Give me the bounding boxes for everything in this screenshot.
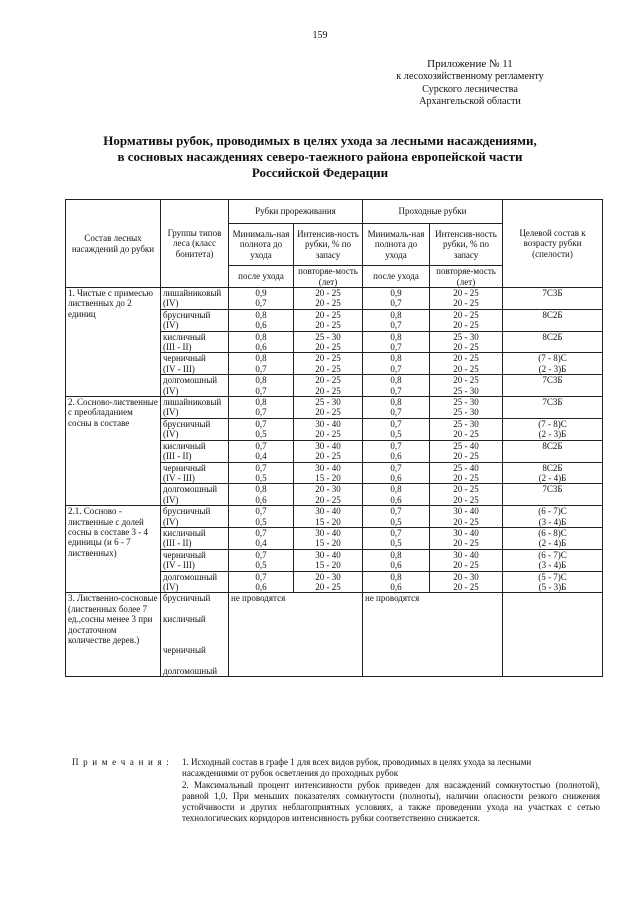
passing-intensity: 30 - 40 <box>430 549 503 560</box>
thinning-intensity: 20 - 25 <box>294 298 363 309</box>
thinning-intensity: 20 - 25 <box>294 386 363 397</box>
table-row <box>66 288 603 299</box>
passing-min-density: 0,6 <box>363 451 430 462</box>
passing-intensity: 20 - 25 <box>430 309 503 320</box>
forest-group: (IV) <box>161 407 229 418</box>
target-composition <box>503 451 603 462</box>
thinning-min-density: 0,6 <box>229 342 294 353</box>
thinning-intensity: 15 - 20 <box>294 560 363 571</box>
thinning-min-density: 0,7 <box>229 549 294 560</box>
forest-group: брусничный <box>161 506 229 517</box>
header-intensity: Интенсив-ность рубки, % по запасу <box>430 224 503 266</box>
header-after-care: после ухода <box>363 266 430 288</box>
thinning-min-density: 0,6 <box>229 495 294 506</box>
appendix-line: Сурского лесничества <box>422 83 518 95</box>
thinning-min-density: 0,5 <box>229 560 294 571</box>
passing-intensity: 20 - 25 <box>430 560 503 571</box>
header-intensity: Интенсив-ность рубки, % по запасу <box>294 224 363 266</box>
target-composition <box>503 386 603 397</box>
forest-group: брусничный <box>161 593 229 614</box>
thinning-intensity: 20 - 25 <box>294 582 363 593</box>
forest-group: (IV) <box>161 582 229 593</box>
passing-intensity: 20 - 25 <box>430 451 503 462</box>
forest-group: долгомошный <box>161 656 229 677</box>
thinning-min-density: 0,7 <box>229 440 294 451</box>
section-composition: 2. Сосново-лиственные с преобладанием сосны в составе <box>66 397 161 506</box>
target-composition: (6 - 7)С <box>503 549 603 560</box>
thinning-intensity: 30 - 40 <box>294 462 363 473</box>
passing-min-density: 0,7 <box>363 418 430 429</box>
appendix-line: Архангельской области <box>419 95 521 107</box>
passing-min-density: 0,8 <box>363 375 430 386</box>
table-row <box>66 397 603 408</box>
target-composition: (6 - 8)С <box>503 527 603 538</box>
thinning-min-density: 0,8 <box>229 353 294 364</box>
forest-group: черничный <box>161 549 229 560</box>
passing-intensity: 20 - 25 <box>430 484 503 495</box>
passing-min-density: 0,6 <box>363 473 430 484</box>
document-title <box>60 133 580 181</box>
thinning-min-density: 0,8 <box>229 484 294 495</box>
thinning-min-density: 0,8 <box>229 309 294 320</box>
passing-min-density: 0,7 <box>363 527 430 538</box>
title-line: в сосновых насаждениях северо-таежного района европейской части <box>117 149 523 164</box>
forest-group: (IV) <box>161 386 229 397</box>
target-composition: 8С2Б <box>503 309 603 320</box>
thinning-intensity: 30 - 40 <box>294 440 363 451</box>
target-composition <box>503 298 603 309</box>
passing-min-density: 0,8 <box>363 353 430 364</box>
forest-group: черничный <box>161 462 229 473</box>
thinning-min-density: 0,5 <box>229 517 294 528</box>
thinning-intensity: 20 - 25 <box>294 375 363 386</box>
forest-group: черничный <box>161 635 229 656</box>
appendix-number: Приложение № 11 <box>427 58 513 70</box>
passing-intensity: 20 - 25 <box>430 364 503 375</box>
passing-min-density: 0,7 <box>363 462 430 473</box>
target-composition: (2 - 3)Б <box>503 364 603 375</box>
forest-group: брусничный <box>161 309 229 320</box>
target-composition: 8С2Б <box>503 440 603 451</box>
target-composition: (2 - 4)Б <box>503 473 603 484</box>
target-composition-empty <box>503 593 603 677</box>
target-composition: (6 - 7)С <box>503 506 603 517</box>
passing-min-density: 0,5 <box>363 429 430 440</box>
table-row <box>66 506 603 517</box>
target-composition <box>503 320 603 331</box>
forest-group: черничный <box>161 353 229 364</box>
header-target: Целевой состав к возрасту рубки (спелости) <box>503 200 603 288</box>
header-groups: Группы типов леса (класс бонитета) <box>161 200 229 288</box>
passing-min-density: 0,6 <box>363 495 430 506</box>
passing-min-density: 0,8 <box>363 309 430 320</box>
passing-intensity: 30 - 40 <box>430 506 503 517</box>
section-composition: 2.1. Сосново - лиственные с долей сосны в составе 3 - 4 единицы (и 6 - 7 лиственных) <box>66 506 161 593</box>
passing-min-density: 0,9 <box>363 288 430 299</box>
thinning-intensity: 15 - 20 <box>294 517 363 528</box>
target-composition <box>503 495 603 506</box>
thinning-min-density: 0,8 <box>229 331 294 342</box>
forest-group: кисличный <box>161 527 229 538</box>
passing-intensity: 20 - 25 <box>430 495 503 506</box>
target-composition: (3 - 4)Б <box>503 560 603 571</box>
target-composition: 7С3Б <box>503 288 603 299</box>
thinning-min-density: 0,7 <box>229 298 294 309</box>
forest-group: долгомошный <box>161 375 229 386</box>
forest-group: (IV) <box>161 298 229 309</box>
forest-group: кисличный <box>161 440 229 451</box>
thinning-min-density: 0,4 <box>229 451 294 462</box>
thinning-min-density: 0,7 <box>229 364 294 375</box>
forest-group: (III - II) <box>161 342 229 353</box>
title-line: Российской Федерации <box>251 165 389 180</box>
forest-group: лишайниковый <box>161 397 229 408</box>
thinning-intensity: 20 - 25 <box>294 320 363 331</box>
thinning-intensity: 20 - 30 <box>294 484 363 495</box>
target-composition: (7 - 8)С <box>503 353 603 364</box>
thinning-intensity: 20 - 25 <box>294 353 363 364</box>
passing-intensity: 20 - 25 <box>430 298 503 309</box>
forest-group: долгомошный <box>161 484 229 495</box>
note-1: 1. Исходный состав в графе 1 для всех видов рубок, проводимых в целях ухода за лесными <box>182 757 532 767</box>
forest-group: долгомошный <box>161 571 229 582</box>
target-composition <box>503 407 603 418</box>
forest-group: брусничный <box>161 418 229 429</box>
section-composition: 1. Чистые с примесью лиственных до 2 единиц <box>66 288 161 397</box>
title-line: Нормативы рубок, проводимых в целях ухода за лесными насаждениями, <box>103 133 537 148</box>
thinning-intensity: 20 - 25 <box>294 429 363 440</box>
passing-intensity: 20 - 25 <box>430 582 503 593</box>
passing-min-density: 0,8 <box>363 331 430 342</box>
target-composition: (7 - 8)С <box>503 418 603 429</box>
table-row <box>66 593 603 614</box>
thinning-min-density: 0,6 <box>229 582 294 593</box>
target-composition: (5 - 3)Б <box>503 582 603 593</box>
passing-intensity: 20 - 25 <box>430 342 503 353</box>
passing-intensity: 20 - 25 <box>430 538 503 549</box>
header-min-density: Минималь-ная полнота до ухода <box>229 224 294 266</box>
appendix-line: к лесохозяйственному регламенту <box>396 71 544 83</box>
passing-intensity: 30 - 40 <box>430 527 503 538</box>
passing-not-conducted: не проводятся <box>363 593 503 677</box>
thinning-intensity: 20 - 25 <box>294 288 363 299</box>
header-passing: Проходные рубки <box>363 200 503 224</box>
notes <box>72 757 600 825</box>
thinning-intensity: 20 - 25 <box>294 309 363 320</box>
notes-lead: П р и м е ч а н и я : <box>72 757 170 767</box>
note-1-continued: насаждениями от рубок осветления до проходных рубок <box>182 768 399 779</box>
thinning-intensity: 20 - 25 <box>294 342 363 353</box>
appendix-header <box>340 58 600 108</box>
thinning-intensity: 20 - 25 <box>294 364 363 375</box>
passing-min-density: 0,5 <box>363 538 430 549</box>
header-thinning: Рубки прореживания <box>229 200 363 224</box>
header-repeat: повторяе-мость (лет) <box>430 266 503 288</box>
passing-intensity: 25 - 30 <box>430 397 503 408</box>
passing-intensity: 20 - 25 <box>430 429 503 440</box>
thinning-intensity: 30 - 40 <box>294 527 363 538</box>
passing-min-density: 0,8 <box>363 484 430 495</box>
thinning-intensity: 25 - 30 <box>294 397 363 408</box>
thinning-intensity: 30 - 40 <box>294 506 363 517</box>
passing-intensity: 25 - 30 <box>430 407 503 418</box>
target-composition: 7С3Б <box>503 484 603 495</box>
thinning-min-density: 0,7 <box>229 418 294 429</box>
passing-intensity: 25 - 30 <box>430 418 503 429</box>
passing-min-density: 0,5 <box>363 517 430 528</box>
thinning-min-density: 0,5 <box>229 473 294 484</box>
thinning-min-density: 0,9 <box>229 288 294 299</box>
passing-min-density: 0,7 <box>363 407 430 418</box>
thinning-intensity: 20 - 30 <box>294 571 363 582</box>
passing-min-density: 0,8 <box>363 397 430 408</box>
thinning-min-density: 0,7 <box>229 407 294 418</box>
thinning-min-density: 0,7 <box>229 386 294 397</box>
thinning-min-density: 0,8 <box>229 397 294 408</box>
target-composition: 8С2Б <box>503 331 603 342</box>
forest-group: (IV - III) <box>161 364 229 375</box>
passing-min-density: 0,7 <box>363 364 430 375</box>
forest-group: (IV - III) <box>161 560 229 571</box>
forest-group: (IV) <box>161 429 229 440</box>
passing-intensity: 20 - 30 <box>430 571 503 582</box>
thinning-intensity: 30 - 40 <box>294 549 363 560</box>
section-composition: 3. Лиственно-сосновые (лиственных более 7 ед.,сосны менее 3 при достаточном количестве дерев.) <box>66 593 161 677</box>
thinning-intensity: 30 - 40 <box>294 418 363 429</box>
forest-group: (III - II) <box>161 451 229 462</box>
forest-group: (IV) <box>161 320 229 331</box>
forest-group: кисличный <box>161 614 229 635</box>
header-min-density: Минималь-ная полнота до ухода <box>363 224 430 266</box>
thinning-min-density: 0,6 <box>229 320 294 331</box>
thinning-min-density: 0,7 <box>229 571 294 582</box>
thinning-min-density: 0,7 <box>229 527 294 538</box>
header-composition: Состав лесных насаждений до рубки <box>66 200 161 288</box>
passing-min-density: 0,7 <box>363 298 430 309</box>
header-repeat: повторяе-мость (лет) <box>294 266 363 288</box>
target-composition: (2 - 4)Б <box>503 538 603 549</box>
thinning-min-density: 0,7 <box>229 462 294 473</box>
target-composition <box>503 342 603 353</box>
passing-intensity: 25 - 40 <box>430 440 503 451</box>
passing-intensity: 25 - 30 <box>430 386 503 397</box>
passing-min-density: 0,6 <box>363 582 430 593</box>
target-composition: (5 - 7)С <box>503 571 603 582</box>
thinning-intensity: 15 - 20 <box>294 538 363 549</box>
target-composition: (2 - 3)Б <box>503 429 603 440</box>
forest-group: (IV - III) <box>161 473 229 484</box>
passing-intensity: 20 - 25 <box>430 288 503 299</box>
thinning-intensity: 20 - 25 <box>294 407 363 418</box>
passing-min-density: 0,7 <box>363 342 430 353</box>
page-number: 159 <box>312 30 328 41</box>
passing-min-density: 0,6 <box>363 560 430 571</box>
passing-intensity: 20 - 25 <box>430 375 503 386</box>
passing-intensity: 25 - 30 <box>430 331 503 342</box>
passing-intensity: 20 - 25 <box>430 320 503 331</box>
passing-min-density: 0,7 <box>363 320 430 331</box>
norms-table <box>65 199 603 677</box>
thinning-min-density: 0,5 <box>229 429 294 440</box>
target-composition: (3 - 4)Б <box>503 517 603 528</box>
passing-min-density: 0,8 <box>363 571 430 582</box>
thinning-intensity: 15 - 20 <box>294 473 363 484</box>
forest-group: кисличный <box>161 331 229 342</box>
passing-min-density: 0,7 <box>363 506 430 517</box>
passing-min-density: 0,7 <box>363 440 430 451</box>
passing-min-density: 0,8 <box>363 549 430 560</box>
passing-min-density: 0,7 <box>363 386 430 397</box>
thinning-min-density: 0,8 <box>229 375 294 386</box>
forest-group: (IV) <box>161 495 229 506</box>
passing-intensity: 25 - 40 <box>430 462 503 473</box>
thinning-intensity: 25 - 30 <box>294 331 363 342</box>
forest-group: лишайниковый <box>161 288 229 299</box>
thinning-intensity: 20 - 25 <box>294 495 363 506</box>
forest-group: (III - II) <box>161 538 229 549</box>
thinning-not-conducted: не проводятся <box>229 593 363 677</box>
target-composition: 7С3Б <box>503 397 603 408</box>
note-2: 2. Максимальный процент интенсивности рубок приведен для насаждений сомкнутостью (полнотой), равной 1,0. При меньших показателях сомкнутости (полноты), наличии опасности резкого снижения устойчивости и других неблагоприятных условиях, а также проведении ухода на участках с сетью технологических коридоров интенсивность рубки соответственно снижается. <box>182 779 600 824</box>
forest-group: (IV) <box>161 517 229 528</box>
header-after-care: после ухода <box>229 266 294 288</box>
passing-intensity: 20 - 25 <box>430 517 503 528</box>
thinning-min-density: 0,4 <box>229 538 294 549</box>
thinning-intensity: 20 - 25 <box>294 451 363 462</box>
target-composition: 8С2Б <box>503 462 603 473</box>
passing-intensity: 20 - 25 <box>430 353 503 364</box>
passing-intensity: 20 - 25 <box>430 473 503 484</box>
target-composition: 7С3Б <box>503 375 603 386</box>
thinning-min-density: 0,7 <box>229 506 294 517</box>
